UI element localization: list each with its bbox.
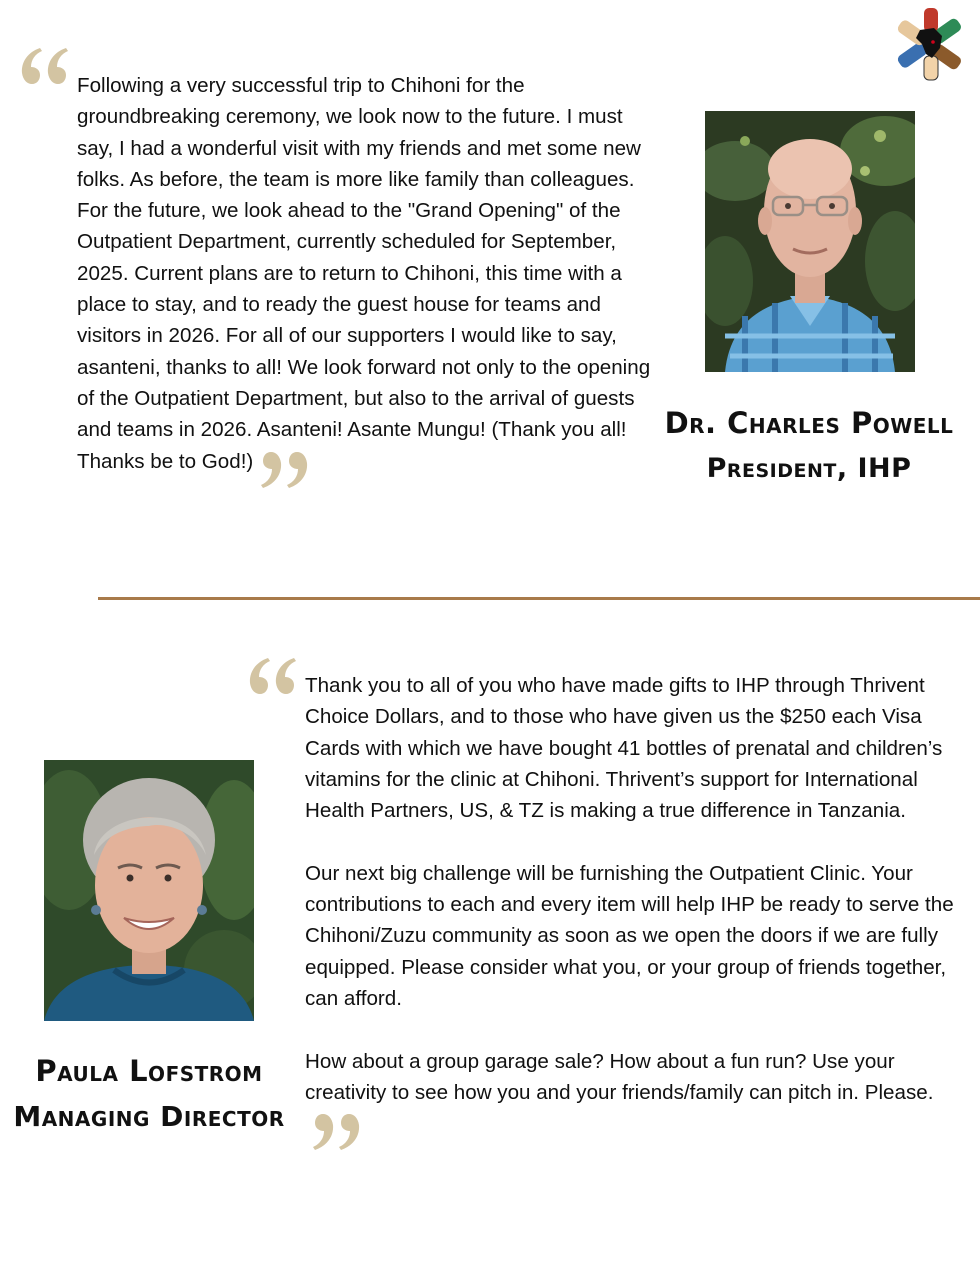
director-name: Paula Lofstrom: [35, 1054, 263, 1088]
section-divider: [98, 597, 980, 600]
president-message: [77, 70, 655, 499]
director-paragraph-2: Our next big challenge will be furnishing the Outpatient Clinic. Your contributions to each and every item will help IHP be ready to serve the Chihoni/Zuzu community as soon as we open the doors if we are fully equipped. Please consider what you, or your group of friends together, can afford.: [305, 861, 954, 1010]
director-paragraph-3: How about a group garage sale? How about a fun run? Use your creativity to see how you and your friends/family can pitch in. Please.: [305, 1049, 934, 1104]
quote-open-icon: [248, 656, 298, 696]
director-name-block: [6, 1048, 292, 1140]
hands-africa-logo-icon: [888, 6, 972, 82]
quote-open-icon: [20, 46, 70, 86]
charles-powell-photo: [705, 111, 915, 372]
president-title: President, IHP: [706, 453, 912, 484]
paula-lofstrom-photo: [44, 760, 254, 1021]
quote-close-icon: [259, 450, 309, 499]
quote-close-icon: [311, 1112, 361, 1161]
president-name: Dr. Charles Powell: [664, 406, 954, 440]
director-title: Managing Director: [13, 1100, 285, 1133]
director-message: [305, 670, 955, 1161]
director-paragraph-1: Thank you to all of you who have made gifts to IHP through Thrivent Choice Dollars, and to those who have given us the $250 each Visa Cards with which we have bought 41 bottles of prenatal and children’s vitamins for the clinic at Chihoni. Thrivent’s support for International Health Partners, US, & TZ is making a true difference in Tanzania.: [305, 674, 943, 823]
president-name-block: [660, 400, 958, 492]
president-message-text: Following a very successful trip to Chihoni for the groundbreaking ceremony, we look now to the future. I must say, I had a wonderful visit with my friends and met some new folks. As before, the team is more like family than colleagues. For the future, we look ahead to the "Grand Opening" of the Outpatient Department, currently scheduled for September, 2025. Current plans are to return to Chihoni, this time with a place to stay, and to ready the guest house for teams and visitors in 2026. For all of our supporters I would like to say, asanteni, thanks to all! We look forward not only to the opening of the Outpatient Department, but also to the arrival of guests and teams in 2026. Asanteni! Asante Mungu! (Thank you all! Thanks be to God!): [77, 74, 651, 473]
